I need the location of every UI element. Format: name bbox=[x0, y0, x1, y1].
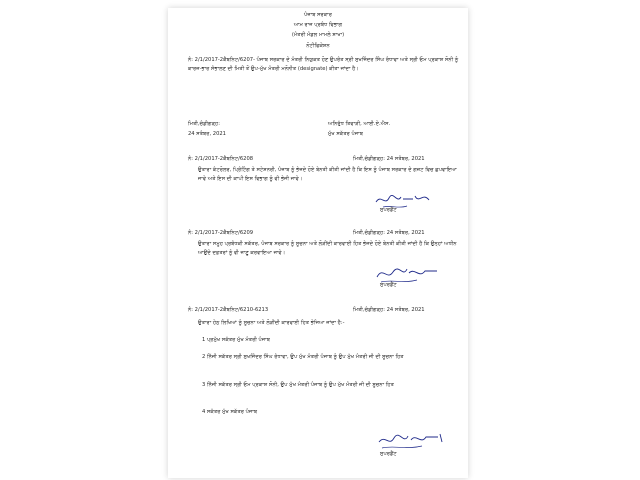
notification-text: ਨੰ: 2/1/2017-2ਕੈਬਨਿਟ/6207- ਪੰਜਾਬ ਸਰਕਾਰ ਦੇ ਮੰਤਰੀ ਨਿਯੁਕਤ ਹੋਣ ਉਪਰੰਤ ਸ੍ਰੀ ਸੁਖਜਿੰਦਰ ਸਿੰਘ ਰੰਧਾਵਾ ਅਤੇ ਸ੍ਰੀ ਓਮ ਪ੍ਰਕਾਸ਼ ਸੋਨੀ ਨੂੰ ਕਾਰਜ-ਭਾਰ ਸੰਭਾਲਣ ਦੀ ਮਿਤੀ ਤੋਂ ਉਪ-ਮੁੱਖ ਮੰਤਰੀ ਮਨੋਨੀਤ (designate) ਕੀਤਾ ਜਾਂਦਾ ਹੈ। bbox=[188, 57, 459, 72]
endorsement1-number: ਨੰ: 2/1/2017-2ਕੈਬਨਿਟ/6208 bbox=[188, 156, 254, 162]
list-item: 2 ਨਿੱਜੀ ਸਕੱਤਰ ਸ੍ਰੀ ਸੁਖਜਿੰਦਰ ਸਿੰਘ ਰੰਧਾਵਾ, ਉਪ ਮੁੱਖ ਮੰਤਰੀ ਪੰਜਾਬ ਨੂੰ ਉਪ ਮੁੱਖ ਮੰਤਰੀ ਜੀ ਦੀ ਸੂਚਨਾ ਹਿਤ bbox=[202, 354, 404, 360]
signature-3 bbox=[376, 430, 446, 452]
header-branch: (ਮੰਤਰੀ ਮੰਡਲ ਮਾਮਲੇ ਸ਼ਾਖਾ) bbox=[291, 32, 345, 38]
list-item: 1 ਪ੍ਰਮੁੱਖ ਸਕੱਤਰ ਮੁੱਖ ਮੰਤਰੀ ਪੰਜਾਬ bbox=[202, 337, 271, 343]
list-item: 4 ਸਕੱਤਰ ਮੁੱਖ ਸਕੱਤਰ ਪੰਜਾਬ bbox=[202, 409, 258, 415]
endorsement2-number: ਨੰ: 2/1/2017-2ਕੈਬਨਿਟ/6209 bbox=[188, 230, 254, 236]
endorsement3-signer: ਸੁਪਰਡੈਂਟ bbox=[380, 451, 397, 457]
officer-title: ਮੁੱਖ ਸਕੱਤਰ ਪੰਜਾਬ bbox=[328, 131, 363, 137]
officer-name: ਅਨਿਰੁੱਧ ਤਿਵਾੜੀ, ਆਈ.ਏ.ਐਸ. bbox=[328, 121, 391, 127]
endorsement2-text: ਉਤਾਰਾ ਸਮੂਹ ਪ੍ਰਬੰਧਕੀ ਸਕੱਤਰ, ਪੰਜਾਬ ਸਰਕਾਰ ਨੂੰ ਸੂਚਨਾ ਅਤੇ ਲੋੜੀਂਦੀ ਕਾਰਵਾਈ ਹਿਤ ਭੇਜਦੇ ਹੋਏ ਬੇਨਤੀ ਕੀਤੀ ਜਾਂਦੀ ਹੈ ਕਿ ਉਨ੍ਹਾਂ ਅਧੀਨ ਆਉਂਦੇ ਦਫ਼ਤਰਾਂ ਨੂੰ ਵੀ ਜਾਣੂ ਕਰਵਾਇਆ ਜਾਵੇ। bbox=[198, 241, 457, 256]
endorsement2-signer: ਸੁਪਰਡੈਂਟ bbox=[380, 282, 397, 288]
endorsement3-date: ਮਿਤੀ,ਚੰਡੀਗੜ੍ਹ: 24 ਸਤੰਬਰ, 2021 bbox=[353, 307, 425, 313]
notification-date: 24 ਸਤੰਬਰ, 2021 bbox=[188, 131, 226, 137]
list-item: 3 ਨਿੱਜੀ ਸਕੱਤਰ ਸ੍ਰੀ ਓਮ ਪ੍ਰਕਾਸ਼ ਸੋਨੀ, ਉਪ ਮੁੱਖ ਮੰਤਰੀ ਪੰਜਾਬ ਨੂੰ ਉਪ ਮੁੱਖ ਮੰਤਰੀ ਜੀ ਦੀ ਸੂਚਨਾ ਹਿਤ bbox=[202, 382, 394, 388]
endorsement1-date: ਮਿਤੀ,ਚੰਡੀਗੜ੍ਹ: 24 ਸਤੰਬਰ, 2021 bbox=[353, 156, 425, 162]
endorsement1-text: ਉਤਾਰਾ ਕੰਟਰੋਲਰ, ਪ੍ਰਿੰਟਿੰਗ ਤੇ ਸਟੇਸ਼ਨਰੀ, ਪੰਜਾਬ ਨੂੰ ਭੇਜਦੇ ਹੋਏ ਬੇਨਤੀ ਕੀਤੀ ਜਾਂਦੀ ਹੈ ਕਿ ਇਸ ਨੂੰ ਪੰਜਾਬ ਸਰਕਾਰ ਦੇ ਗਜ਼ਟ ਵਿਚ ਛਪਵਾਇਆ ਜਾਵੇ ਅਤੇ ਇਸ ਦੀ ਕਾਪੀ ਇਸ ਵਿਭਾਗ ਨੂੰ ਵੀ ਭੇਜੀ ਜਾਵੇ। bbox=[198, 167, 457, 182]
header-department: ਆਮ ਰਾਜ ਪ੍ਰਬੰਧ ਵਿਭਾਗ bbox=[293, 22, 343, 28]
endorsement3-number: ਨੰ: 2/1/2017-2ਕੈਬਨਿਟ/6210-6213 bbox=[188, 307, 269, 313]
header-notification: ਨੋਟੀਫਿਕੇਸ਼ਨ bbox=[306, 43, 330, 49]
endorsement1-signer: ਸੁਪਰਡੈਂਟ bbox=[380, 207, 397, 213]
notification-place: ਮਿਤੀ,ਚੰਡੀਗੜ੍ਹ: bbox=[188, 121, 220, 127]
endorsement3-intro: ਉਤਾਰਾ ਹੇਠ ਲਿਖਿਆਂ ਨੂੰ ਸੂਚਨਾ ਅਤੇ ਲੋੜੀਂਦੀ ਕਾਰਵਾਈ ਹਿਤ ਭੇਜਿਆ ਜਾਂਦਾ ਹੈ:- bbox=[198, 320, 345, 326]
header-govt: ਪੰਜਾਬ ਸਰਕਾਰ bbox=[303, 12, 332, 18]
endorsement2-date: ਮਿਤੀ,ਚੰਡੀਗੜ੍ਹ: 24 ਸਤੰਬਰ, 2021 bbox=[353, 230, 425, 236]
document-page bbox=[168, 8, 468, 478]
